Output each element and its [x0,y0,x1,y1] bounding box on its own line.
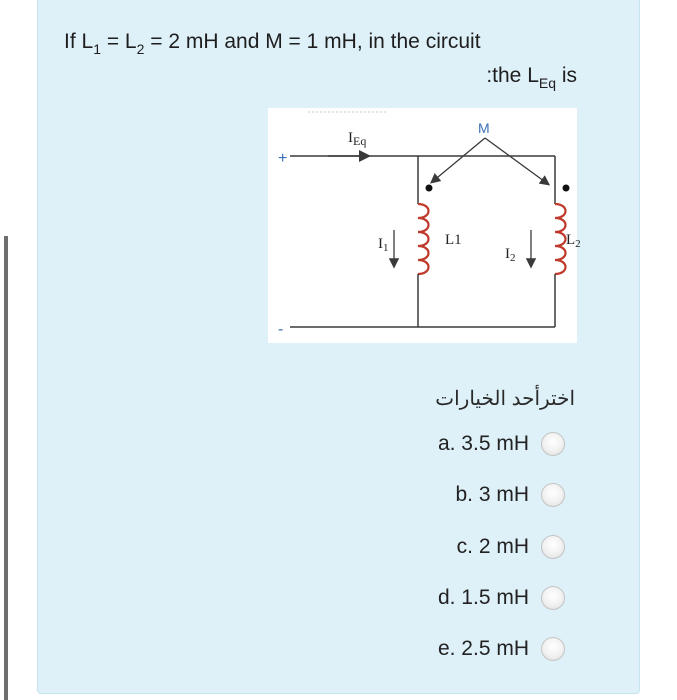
option-b-radio[interactable] [541,483,565,507]
option-a-label: a. 3.5 mH [437,432,529,455]
option-c-label: c. 2 mH [456,535,529,558]
i2-label: $I_2$ [505,246,516,264]
circuit-diagram [268,108,581,343]
l1-coil [418,204,429,274]
option-e-label: e. 2.5 mH [437,637,529,660]
l1-label: L1 [445,232,462,248]
ieq-label: $I_{Eq}$ [348,130,367,148]
question-card [37,0,640,694]
l2-coil [555,204,566,274]
m-label: M [478,120,490,136]
option-d[interactable] [438,583,565,613]
m-arrow-left [432,138,485,182]
option-a-radio[interactable] [541,432,565,456]
i1-label: $I_1$ [378,236,389,254]
option-d-label: d. 1.5 mH [437,586,529,609]
option-c[interactable] [457,532,565,562]
question-text-line2: :the $L_{Eq}$ is [486,64,577,91]
left-scroll-bar [4,236,8,700]
minus-label: - [278,321,284,338]
option-b-label: b. 3 mH [455,483,529,506]
plus-label: + [278,150,288,167]
l1-dot [426,185,433,192]
option-e[interactable] [438,634,565,664]
option-c-radio[interactable] [541,535,565,559]
l2-dot [563,185,570,192]
l2-label: $L_2$ [566,232,581,250]
option-a[interactable] [438,429,565,459]
m-arrow-right [485,138,548,184]
circuit-figure [268,108,581,343]
option-b[interactable] [455,480,565,510]
choose-option-prompt: اخترأحد الخيارات [435,388,575,410]
question-text-line1: If $L_1 = L_2 = 2$ mH and M = 1 mH, in the circuit [64,30,481,57]
option-e-radio[interactable] [541,637,565,661]
option-d-radio[interactable] [541,586,565,610]
